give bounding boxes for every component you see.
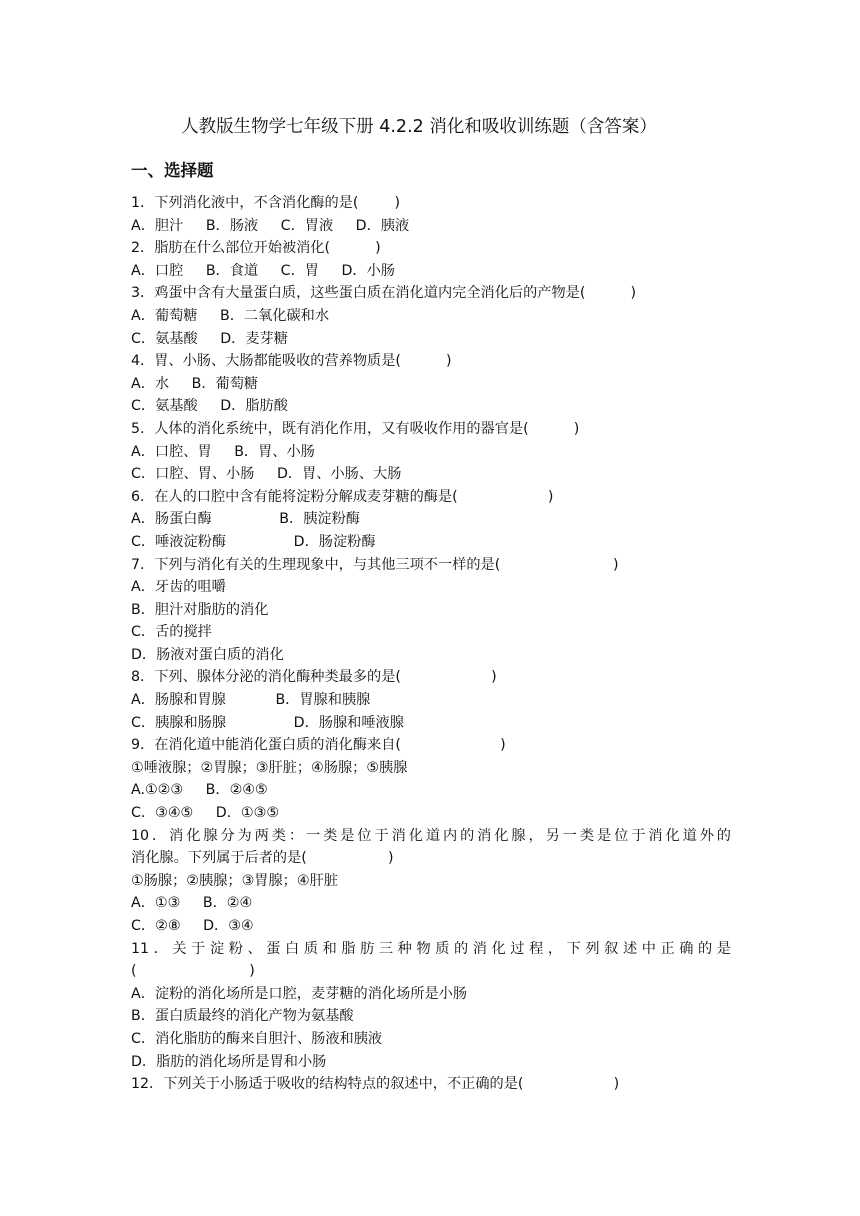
question-line: 6．在人的口腔中含有能将淀粉分解成麦芽糖的酶是( ): [131, 488, 554, 505]
question-line: A．水 B．葡萄糖: [131, 375, 259, 392]
question-line: B．胆汁对脂肪的消化: [131, 601, 269, 618]
question-line: C．②⑧ D．③④: [131, 918, 254, 934]
question-line: ( ): [131, 963, 255, 980]
question-line: ①肠腺；②胰腺；③胃腺；④肝脏: [131, 872, 338, 889]
document-page: [131, 112, 731, 1096]
question-line: A．①③ B．②④: [131, 895, 253, 912]
question-line: A．肠腺和胃腺 B．胃腺和胰腺: [131, 692, 371, 709]
section-heading: 一、选择题: [131, 161, 214, 180]
question-line: 12．下列关于小肠适于吸收的结构特点的叙述中，不正确的是( ): [131, 1076, 620, 1093]
question-line: C．③④⑤ D．①③⑤: [131, 805, 280, 822]
question-list: [131, 192, 731, 1096]
question-line: 1．下列消化液中，不含消化酶的是( ): [131, 195, 400, 211]
question-line: A．胆汁 B．肠液 C．胃液 D．胰液: [131, 217, 410, 234]
question-line: C．胰腺和肠腺 D．肠腺和唾液腺: [131, 714, 404, 731]
question-line: 8．下列、腺体分泌的消化酶种类最多的是( ): [131, 669, 497, 686]
question-line: 4．胃、小肠、大肠都能吸收的营养物质是( ): [131, 353, 452, 370]
question-line: 消化腺。下列属于后者的是( ): [131, 850, 394, 867]
question-line: 7．下列与消化有关的生理现象中，与其他三项不一样的是( ): [131, 556, 619, 573]
question-line: A．口腔、胃 B．胃、小肠: [131, 443, 315, 460]
question-line: C．氨基酸 D．麦芽糖: [131, 330, 288, 347]
question-line: A.①②③ B．②④⑤: [131, 782, 268, 799]
question-line: 9．在消化道中能消化蛋白质的消化酶来自( ): [131, 737, 506, 754]
document-title: 人教版生物学七年级下册 4.2.2 消化和吸收训练题（含答案）: [181, 117, 657, 137]
question-line: A．淀粉的消化场所是口腔，麦芽糖的消化场所是小肠: [131, 985, 468, 1002]
question-line: 2．脂肪在什么部位开始被消化( ): [131, 240, 381, 257]
question-line: 11．关于淀粉、蛋白质和脂肪三种物质的消化过程，下列叙述中正确的是: [131, 940, 731, 957]
question-line: A．肠蛋白酶 B．胰淀粉酶: [131, 511, 360, 528]
question-line: C．口腔、胃、小肠 D．胃、小肠、大肠: [131, 466, 402, 483]
question-line: B．蛋白质最终的消化产物为氨基酸: [131, 1008, 354, 1025]
question-line: D．脂肪的消化场所是胃和小肠: [131, 1053, 327, 1070]
question-line: D．肠液对蛋白质的消化: [131, 646, 284, 663]
question-line: 10．消化腺分为两类：一类是位于消化道内的消化腺，另一类是位于消化道外的: [131, 827, 731, 844]
question-line: A．口腔 B．食道 C．胃 D．小肠: [131, 262, 395, 279]
question-line: A．葡萄糖 B．二氧化碳和水: [131, 307, 330, 324]
question-line: 3．鸡蛋中含有大量蛋白质，这些蛋白质在消化道内完全消化后的产物是( ): [131, 285, 637, 302]
question-line: C．唾液淀粉酶 D．肠淀粉酶: [131, 533, 376, 550]
question-line: 5．人体的消化系统中，既有消化作用，又有吸收作用的器官是( ): [131, 420, 580, 437]
question-line: C．消化脂肪的酶来自胆汁、肠液和胰液: [131, 1030, 383, 1047]
question-line: C．氨基酸 D．脂肪酸: [131, 398, 288, 415]
question-line: C．舌的搅拌: [131, 624, 212, 641]
question-line: ①唾液腺；②胃腺；③肝脏；④肠腺；⑤胰腺: [131, 759, 408, 776]
question-line: A．牙齿的咀嚼: [131, 579, 226, 596]
